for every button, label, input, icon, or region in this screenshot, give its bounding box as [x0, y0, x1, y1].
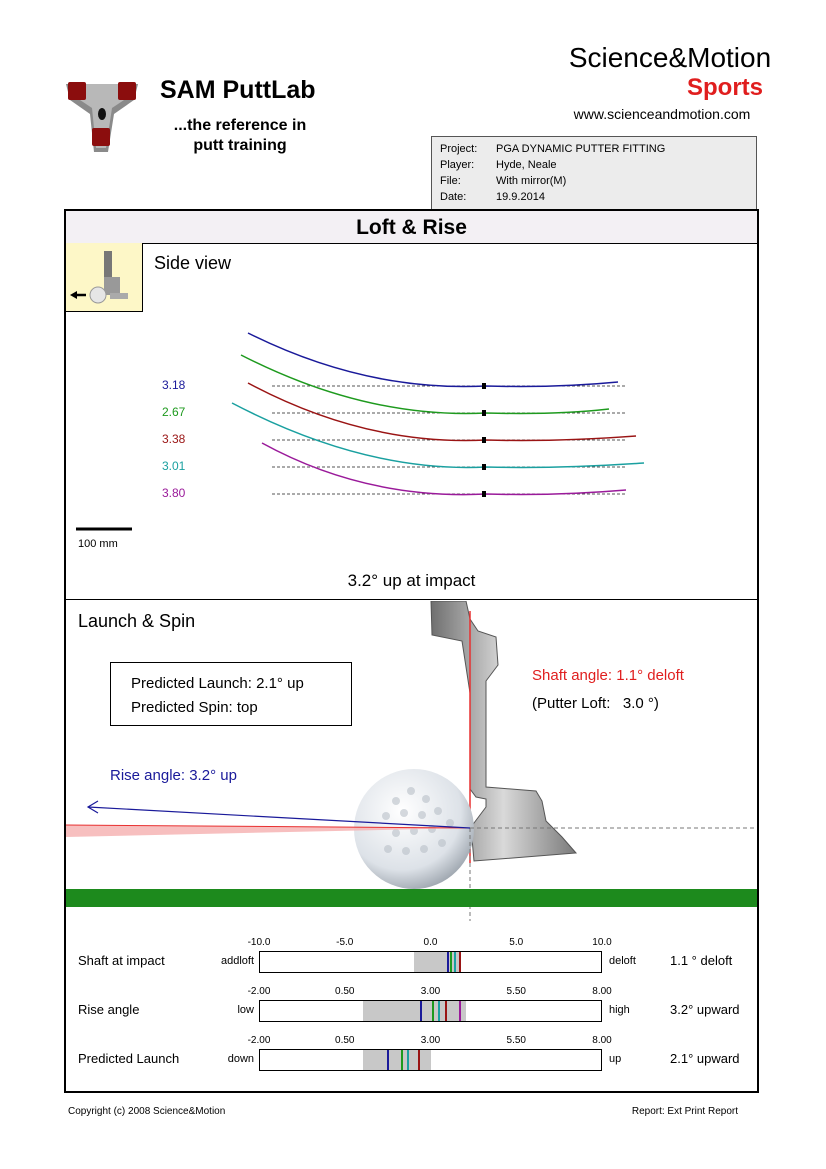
side-view-summary: 3.2° up at impact — [347, 571, 476, 590]
metric-mark — [459, 1001, 461, 1022]
metric-range — [363, 1050, 432, 1071]
tick-label: 0.50 — [335, 1035, 355, 1046]
metric-left-label: low — [237, 1004, 254, 1016]
predicted-launch: Predicted Launch: 2.1° up — [131, 675, 304, 692]
info-file-key: File: — [440, 175, 461, 187]
product-tagline — [150, 116, 330, 156]
website-link[interactable]: www.scienceandmotion.com — [573, 106, 751, 122]
info-player: Hyde, Neale — [496, 159, 557, 171]
metric-mark — [445, 1001, 447, 1022]
tagline-line1: ...the reference in — [173, 117, 307, 134]
section-divider — [66, 599, 757, 600]
metric-mark — [447, 952, 449, 973]
trace-curve — [262, 443, 626, 495]
metric-row — [66, 982, 757, 1028]
copyright: Copyright (c) 2008 Science&Motion — [68, 1106, 226, 1117]
metric-mark — [387, 1050, 389, 1071]
tick-label: 0.0 — [423, 937, 438, 948]
impact-marker — [482, 410, 486, 416]
trace-curve — [248, 333, 618, 387]
metric-left-label: down — [227, 1053, 254, 1065]
metric-bars — [66, 923, 757, 1093]
metric-bar — [259, 1000, 602, 1022]
tick-label: -5.0 — [336, 937, 354, 948]
metric-bar — [259, 951, 602, 973]
trace-value-label: 2.67 — [162, 405, 186, 419]
brand-name: Science&Motion — [568, 42, 772, 73]
putter-side-icon — [66, 243, 142, 311]
tick-label: 3.00 — [420, 986, 441, 997]
impact-marker — [482, 464, 486, 470]
metric-result: 3.2° upward — [670, 1002, 740, 1017]
info-player-row — [440, 159, 557, 171]
trace-value-label: 3.80 — [162, 486, 186, 500]
metric-left-label: addloft — [220, 955, 254, 967]
metric-result: 2.1° upward — [670, 1051, 740, 1066]
launch-spin-label: Launch & Spin — [78, 611, 196, 631]
trace-value-label: 3.38 — [162, 432, 186, 446]
metric-label: Predicted Launch — [78, 1051, 180, 1066]
metric-range — [363, 1001, 466, 1022]
metric-right-label: deloft — [609, 955, 636, 967]
tick-label: -2.00 — [247, 986, 271, 997]
side-view-thumbnail — [66, 243, 143, 312]
impact-marker — [482, 437, 486, 443]
side-view-label: Side view — [154, 253, 232, 273]
info-file: With mirror(M) — [496, 175, 567, 187]
metric-result: 1.1 ° deloft — [670, 953, 733, 968]
metric-right-label: high — [609, 1004, 630, 1016]
trace-value-label: 3.18 — [162, 378, 186, 392]
tick-label: -2.00 — [247, 1035, 271, 1046]
launch-scene — [66, 601, 757, 921]
side-view-traces — [66, 311, 757, 601]
info-project-key: Project: — [440, 143, 478, 155]
info-file-row — [440, 175, 566, 187]
info-player-key: Player: — [440, 159, 475, 171]
info-project-row — [440, 143, 665, 155]
trace-value-label: 3.01 — [162, 459, 186, 473]
metric-mark — [407, 1050, 409, 1071]
tick-label: 5.0 — [509, 937, 524, 948]
tick-label: 10.0 — [592, 937, 612, 948]
info-date-row — [440, 191, 545, 203]
tagline-line2: putt training — [193, 137, 287, 154]
tick-label: 5.50 — [506, 986, 526, 997]
metric-mark — [432, 1001, 434, 1022]
putter-loft-text: (Putter Loft: 3.0 °) — [532, 695, 659, 712]
metric-bar — [259, 1049, 602, 1071]
metric-right-label: up — [609, 1053, 622, 1065]
product-title: SAM PuttLab — [160, 76, 316, 104]
metric-mark — [401, 1050, 403, 1071]
report-info-box — [431, 136, 757, 210]
impact-marker — [482, 491, 486, 497]
section-title: Loft & Rise — [66, 211, 757, 244]
metric-row — [66, 1031, 757, 1077]
metric-mark — [450, 952, 452, 973]
metric-row — [66, 933, 757, 979]
sam-logo-icon — [62, 76, 142, 158]
report-name: Report: Ext Print Report — [631, 1106, 738, 1117]
scale-label: 100 mm — [78, 538, 118, 550]
tick-label: 8.00 — [592, 986, 612, 997]
metric-mark — [459, 952, 461, 973]
impact-marker — [482, 383, 486, 389]
metric-label: Shaft at impact — [78, 953, 165, 968]
metric-mark — [420, 1001, 422, 1022]
brand-sub: Sports — [686, 74, 763, 101]
tick-label: 0.50 — [335, 986, 355, 997]
predicted-spin: Predicted Spin: top — [131, 699, 258, 716]
rise-angle-text: Rise angle: 3.2° up — [110, 767, 237, 784]
tick-label: 8.00 — [592, 1035, 612, 1046]
metric-mark — [438, 1001, 440, 1022]
ground-bar — [66, 889, 757, 907]
metric-label: Rise angle — [78, 1002, 140, 1017]
metric-mark — [418, 1050, 420, 1071]
info-project: PGA DYNAMIC PUTTER FITTING — [496, 143, 666, 155]
shaft-angle-text: Shaft angle: 1.1° deloft — [532, 667, 684, 684]
tick-label: -10.0 — [247, 937, 271, 948]
info-date-key: Date: — [440, 191, 467, 203]
info-date: 19.9.2014 — [496, 191, 545, 203]
metric-mark — [454, 952, 456, 973]
tick-label: 3.00 — [420, 1035, 441, 1046]
tick-label: 5.50 — [506, 1035, 526, 1046]
report-panel — [64, 209, 759, 1093]
